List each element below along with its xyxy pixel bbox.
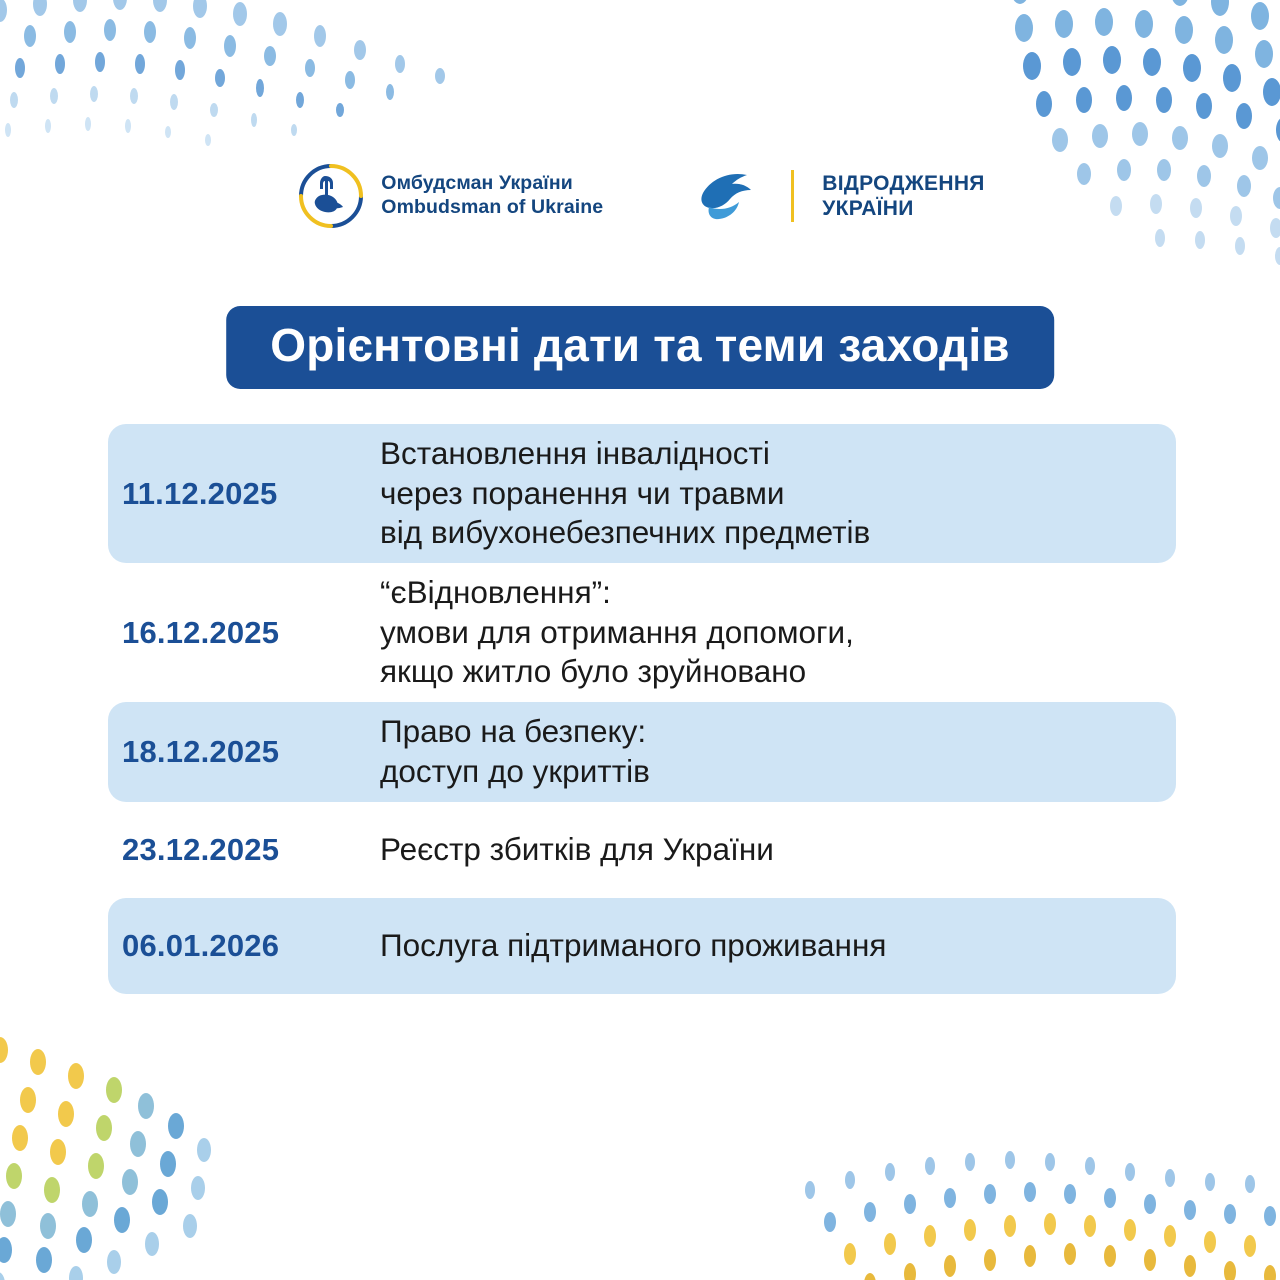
schedule-row [108,898,1176,994]
event-topic-line: від вибухонебезпечних предметів [380,514,871,551]
event-topic [380,573,1176,692]
schedule-row [108,424,1176,563]
event-topic-line: “єВідновлення”: [380,574,611,611]
page-title-banner [226,306,1054,389]
schedule-list [108,424,1176,994]
event-topic-line: Послуга підтриманого проживання [380,926,887,963]
event-date: 23.12.2025 [122,831,280,867]
vidrodzhennya-line2: УКРАЇНИ [822,197,914,220]
vidrodzhennya-line1: ВІДРОДЖЕННЯ [822,171,985,195]
event-topic [380,926,1176,966]
header-logos [0,160,1280,232]
vidrodzhennya-logo-text [822,171,984,221]
event-topic [380,434,1176,553]
vidrodzhennya-bird-icon [695,163,771,229]
decoration-dots-bottom-left [0,1010,300,1280]
vidrodzhennya-logo [695,163,984,229]
event-topic-line: якщо житло було зруйновано [380,653,807,690]
ombudsman-name-en: Ombudsman of Ukraine [381,196,604,218]
event-topic-line: Встановлення інвалідності [380,435,770,471]
logo-divider [791,170,794,222]
event-topic-line: доступ до укриттів [380,752,650,789]
event-topic [380,712,1176,791]
ombudsman-logo [295,160,603,232]
ombudsman-name-uk: Омбудсман України [381,172,573,195]
decoration-dots-top-left [0,0,520,180]
ombudsman-logo-text [381,172,603,220]
event-date: 11.12.2025 [122,475,278,511]
ombudsman-dove-trident-icon [295,160,367,232]
event-topic [380,830,1176,870]
event-date: 18.12.2025 [122,733,280,769]
schedule-row [108,563,1176,702]
event-topic-line: умови для отримання допомоги, [380,613,854,650]
schedule-row [108,802,1176,898]
decoration-dots-bottom-right [690,1040,1280,1280]
event-topic-line: Право на безпеку: [380,713,647,750]
event-date: 16.12.2025 [122,614,280,650]
event-topic-line: через поранення чи травми [380,474,785,511]
schedule-row [108,702,1176,801]
event-date: 06.01.2026 [122,927,280,963]
event-topic-line: Реєстр збитків для України [380,830,774,867]
page-title: Орієнтовні дати та теми заходів [270,319,1010,371]
